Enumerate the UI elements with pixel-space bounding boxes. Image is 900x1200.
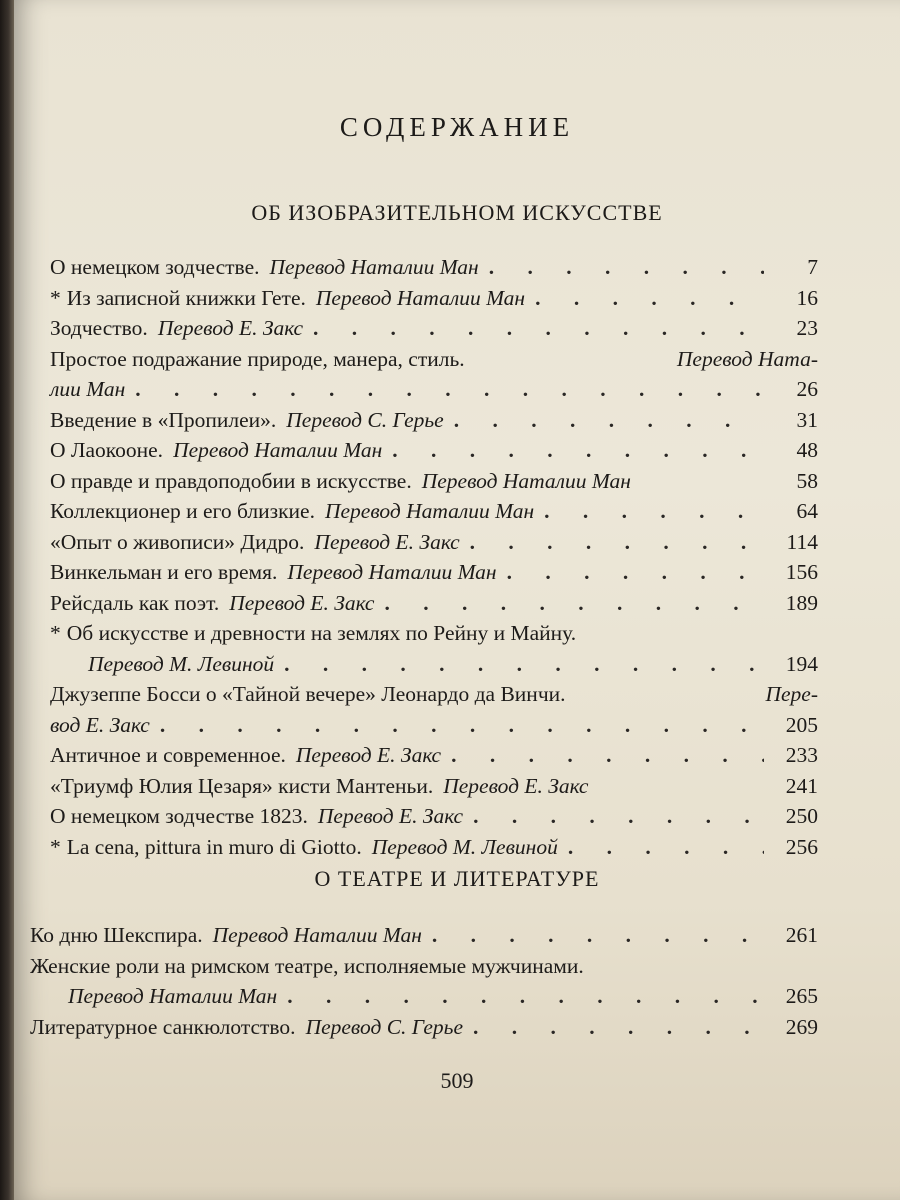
toc-entry (50, 771, 818, 802)
entry-title: Литературное санкюлотство. (30, 1014, 296, 1039)
toc-entry (30, 951, 818, 1012)
toc-entry (50, 527, 818, 558)
entry-translator-continued: вод Е. Закс (50, 712, 150, 737)
leader-dots (544, 496, 764, 527)
entry-page-number: 114 (786, 529, 818, 554)
entry-page-number: 256 (785, 834, 818, 859)
entry-title: «Опыт о живописи» Дидро. (50, 529, 305, 554)
entry-translator: Перевод С. Герье (305, 1014, 463, 1039)
entry-translator: Перевод Наталии Ман (68, 984, 278, 1008)
toc-entry (50, 740, 818, 771)
toc-entry (50, 832, 818, 863)
entry-page-number: 250 (785, 804, 818, 828)
toc-entry (50, 679, 818, 740)
entry-page-number: 16 (796, 285, 818, 310)
entry-title: «Триумф Юлия Цезаря» кисти Мантеньи. (50, 773, 434, 798)
leader-dots (287, 981, 764, 1012)
toc-entry (50, 557, 818, 588)
toc-entry (50, 496, 818, 527)
entry-page-number: 265 (785, 984, 818, 1008)
leader-dots (135, 374, 764, 405)
entry-page-number: 241 (785, 773, 818, 798)
entry-title: Коллекционер и его близкие. (50, 499, 315, 523)
entry-title: Введение в «Пропилеи». (50, 407, 277, 432)
leader-dots (568, 832, 764, 863)
entry-title: О немецком зодчестве. (50, 255, 260, 279)
leader-dots (473, 801, 764, 832)
book-spine-edge (0, 0, 14, 1200)
toc-entry (50, 313, 818, 344)
page-title: СОДЕРЖАНИЕ (339, 112, 575, 142)
leader-dots (451, 740, 764, 771)
entry-title: Зодчество. (50, 316, 148, 340)
toc-entry (50, 344, 818, 405)
entry-page-number: 58 (796, 468, 818, 493)
book-page (14, 0, 900, 1200)
entry-title: Джузеппе Босси о «Тайной вечере» Леонардо да Винчи. (50, 682, 566, 706)
page-number: 509 (440, 1068, 474, 1093)
entry-page-number: 269 (785, 1014, 818, 1039)
entry-title: О Лаокооне. (50, 438, 164, 462)
entry-title: Простое подражание природе, манера, стиль. (50, 346, 465, 371)
entry-page-number: 194 (785, 651, 818, 676)
entry-translator: Перевод М. Левиной (88, 651, 275, 676)
toc-section-theatre-literature (30, 920, 818, 1042)
entry-page-number: 205 (785, 712, 818, 737)
entry-translator: Перевод Е. Закс (443, 773, 589, 798)
toc-entry (50, 252, 818, 283)
leader-dots (160, 710, 764, 741)
entry-title: La cena, pittura in muro di Giotto. (66, 834, 362, 859)
entry-title: Из записной книжки Гете. (66, 285, 306, 310)
entry-translator: Перевод Наталии Ман (173, 438, 383, 462)
leader-dots (473, 1012, 764, 1043)
leader-dots (432, 920, 764, 951)
toc-section-fine-arts (50, 252, 818, 862)
entry-translator: Перевод Наталии Ман (212, 923, 422, 947)
asterisk-marker: * (50, 834, 61, 859)
entry-translator: Перевод Е. Закс (317, 804, 464, 828)
entry-page-number: 261 (785, 923, 818, 947)
entry-page-number: 31 (796, 407, 818, 432)
entry-translator: Перевод Е. Закс (229, 590, 375, 615)
entry-page-number: 189 (785, 590, 818, 615)
leader-dots (454, 405, 764, 436)
entry-translator: Перевод Е. Закс (157, 316, 304, 340)
entry-translator: Перевод С. Герье (286, 407, 444, 432)
entry-page-number: 64 (796, 499, 818, 523)
toc-entry (50, 618, 818, 679)
leader-dots (392, 435, 764, 466)
leader-dots (284, 649, 764, 680)
asterisk-marker: * (50, 285, 61, 310)
entry-translator: Пере- (765, 682, 818, 706)
toc-entry (30, 1012, 818, 1043)
entry-title: Рейсдаль как поэт. (50, 590, 220, 615)
entry-page-number: 233 (785, 743, 818, 767)
section-heading-theatre-literature: О ТЕАТРЕ И ЛИТЕРАТУРЕ (314, 866, 600, 891)
entry-title: О правде и правдоподобии в искусстве. (50, 468, 412, 493)
entry-title: Античное и современное. (50, 743, 286, 767)
entry-translator: Перевод Ната- (676, 346, 818, 371)
entry-page-number: 48 (796, 438, 818, 462)
toc-entry (50, 801, 818, 832)
entry-translator-continued: лии Ман (50, 377, 126, 401)
entry-page-number: 23 (796, 316, 818, 340)
entry-title: О немецком зодчестве 1823. (50, 804, 308, 828)
toc-entry (30, 920, 818, 951)
entry-page-number: 26 (796, 377, 818, 401)
entry-translator: Перевод Е. Закс (295, 743, 442, 767)
entry-translator: Перевод Наталии Ман (315, 285, 526, 310)
entry-translator: Перевод Наталии Ман (269, 255, 479, 279)
entry-title: Женские роли на римском театре, исполняемые мужчинами. (30, 953, 584, 978)
leader-dots (313, 313, 764, 344)
toc-entry (50, 405, 818, 436)
toc-entry (50, 588, 818, 619)
entry-translator: Перевод Е. Закс (314, 529, 460, 554)
leader-dots (535, 283, 764, 314)
entry-title: Об искусстве и древности на землях по Рейну и Майну. (66, 621, 577, 645)
leader-dots (507, 557, 764, 588)
toc-entry (50, 466, 818, 497)
section-heading-fine-arts: ОБ ИЗОБРАЗИТЕЛЬНОМ ИСКУССТВЕ (251, 200, 663, 225)
leader-dots (489, 252, 764, 283)
leader-dots (470, 527, 764, 558)
entry-translator: Перевод М. Левиной (371, 834, 558, 859)
entry-title: Винкельман и его время. (50, 560, 278, 584)
entry-page-number: 7 (807, 255, 818, 279)
toc-entry (50, 435, 818, 466)
entry-translator: Перевод Наталии Ман (324, 499, 535, 523)
leader-dots (384, 588, 764, 619)
entry-translator: Перевод Наталии Ман (421, 468, 631, 493)
entry-title: Ко дню Шекспира. (30, 923, 203, 947)
entry-translator: Перевод Наталии Ман (287, 560, 497, 584)
toc-entry (50, 283, 818, 314)
entry-page-number: 156 (785, 560, 818, 584)
asterisk-marker: * (50, 621, 61, 645)
